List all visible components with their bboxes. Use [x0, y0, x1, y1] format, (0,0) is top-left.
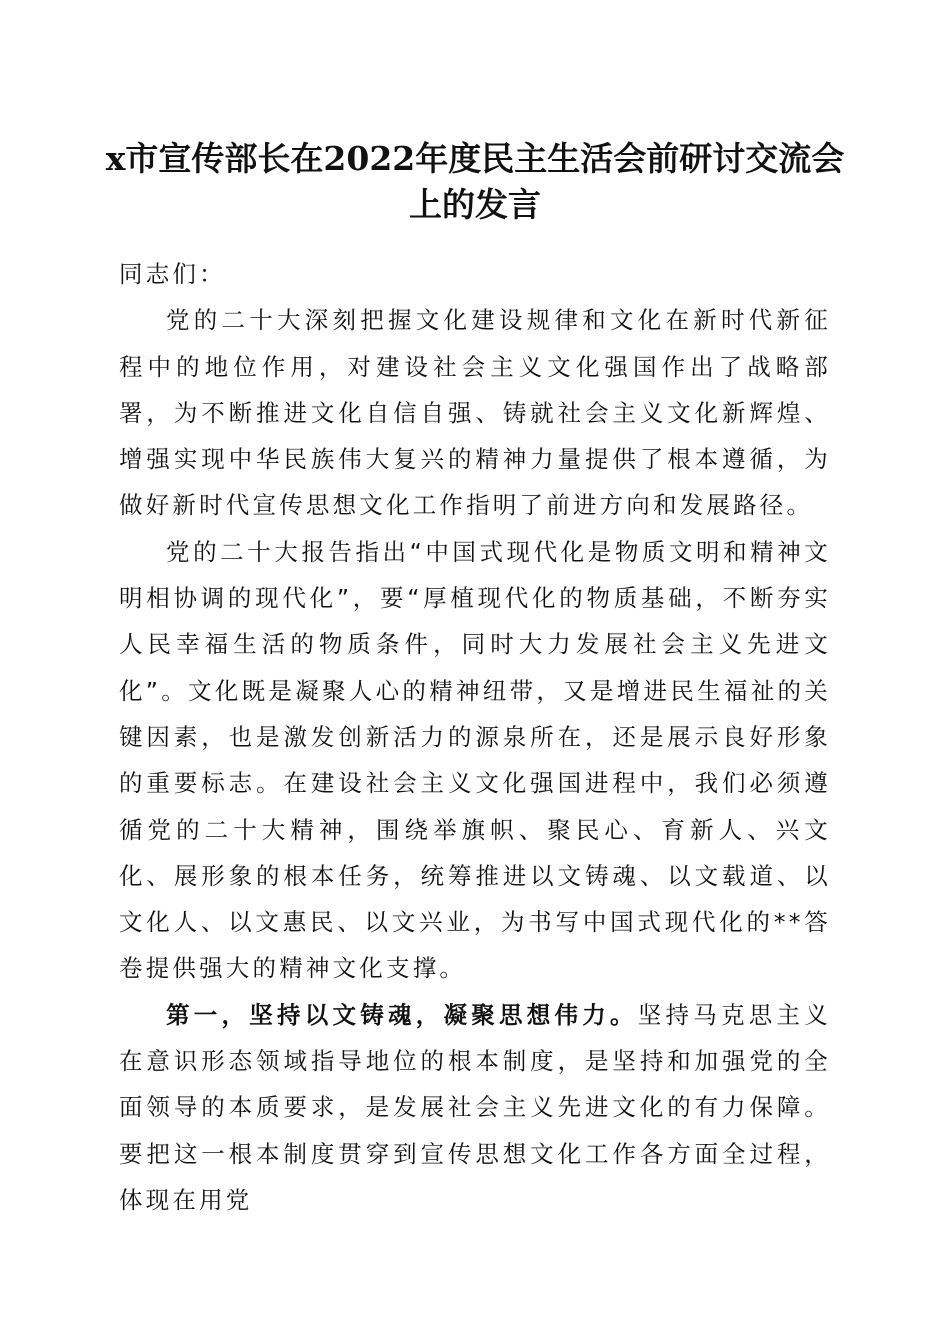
paragraph-3-text: 坚持马克思主义在意识形态领域指导地位的根本制度，是坚持和加强党的全面领导的本质要求，是发展社会主义先进文化的有力保障。要把这一根本制度贯穿到宣传思想文化工作各方面全过程，体现在用党 [119, 1000, 831, 1214]
paragraph-3-lead: 第一，坚持以文铸魂，凝聚思想伟力。 [166, 1000, 638, 1029]
document-title: x市宣传部长在2022年度民主生活会前研讨交流会上的发言 [105, 139, 845, 224]
paragraph-1 [119, 297, 831, 528]
document-body [119, 251, 831, 1223]
paragraph-2-text: 党的二十大报告指出“中国式现代化是物质文明和精神文明相协调的现代化”，要“厚植现代化的物质基础，不断夯实人民幸福生活的物质条件，同时大力发展社会主义先进文化”。文化既是凝聚人心的精神纽带，又是增进民生福祉的关键因素，也是激发创新活力的源泉所在，还是展示良好形象的重要标志。在建设社会主义文化强国进程中，我们必须遵循党的二十大精神，围绕举旗帜、聚民心、育新人、兴文化、展形象的根本任务，统筹推进以文铸魂、以文载道、以文化人、以文惠民、以文兴业，为书写中国式现代化的**答卷提供强大的精神文化支撑。 [119, 537, 831, 983]
paragraph-2 [119, 529, 831, 992]
paragraph-1-text: 党的二十大深刻把握文化建设规律和文化在新时代新征程中的地位作用，对建设社会主义文化强国作出了战略部署，为不断推进文化自信自强、铸就社会主义文化新辉煌、增强实现中华民族伟大复兴的精神力量提供了根本遵循，为做好新时代宣传思想文化工作指明了前进方向和发展路径。 [119, 306, 831, 520]
paragraph-3 [119, 992, 831, 1223]
greeting: 同志们： [119, 260, 226, 288]
